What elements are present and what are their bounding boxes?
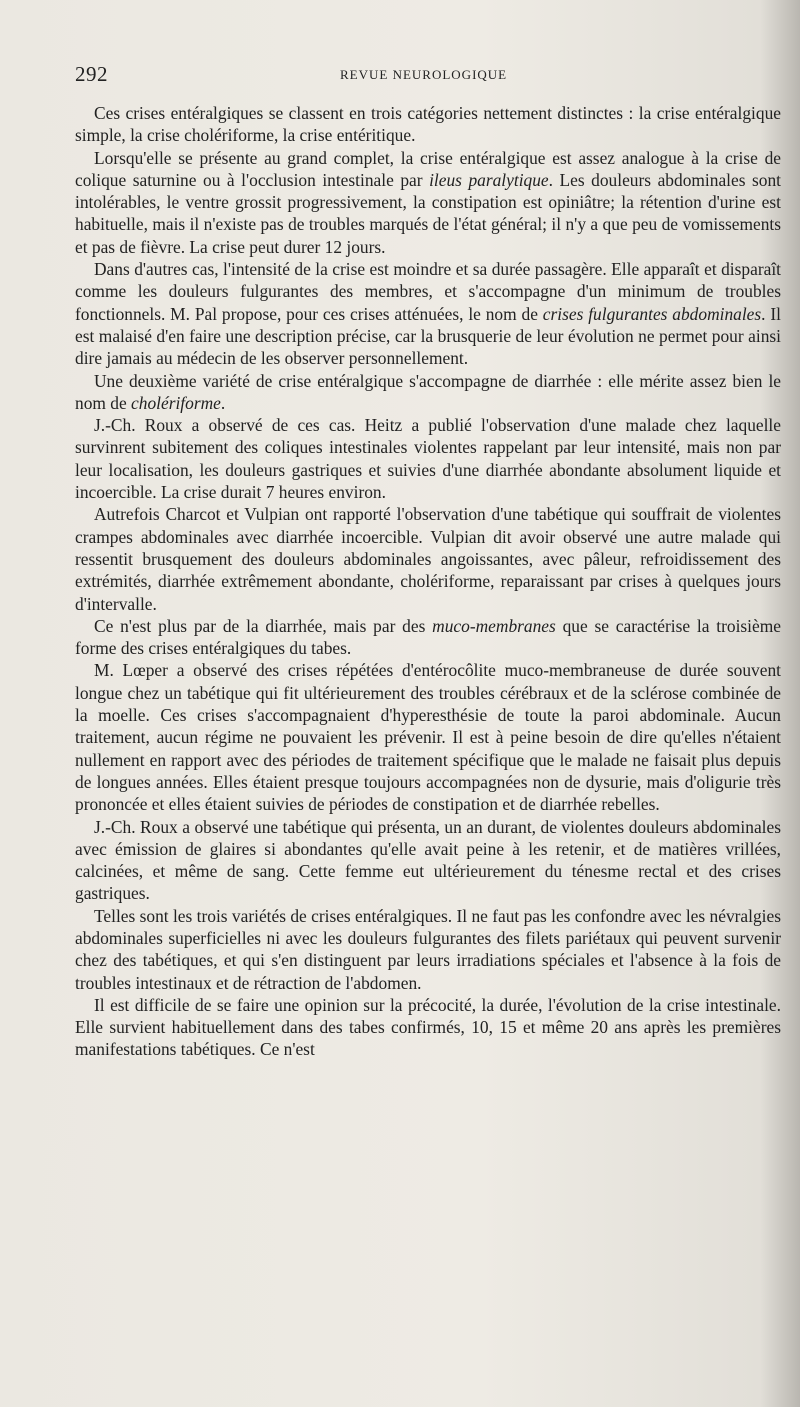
text-run: que se caractérise la troisième forme des crises entéralgiques du tabes.	[75, 615, 781, 659]
text-run: Ces crises entéralgiques se classent en trois catégories nettement distinctes : la crise entéralgique simple, la crise cholériforme, la crise entéritique.	[75, 103, 781, 146]
text-run: . Les douleurs abdominales sont intolérables, le ventre grossit progressivement, la constipation est opiniâtre; la rétention d'urine est habituelle, mais il n'existe pas de troubles marqués de l'état général; il n'y a que peu de vomissements et pas de fièvre. La crise peut durer 12 jours.	[75, 169, 782, 257]
paragraph	[75, 370, 781, 415]
paragraph	[75, 615, 781, 660]
paragraph	[75, 994, 781, 1061]
body-text	[75, 102, 781, 1061]
text-run: Dans d'autres cas, l'intensité de la crise est moindre et sa durée passagère. Elle apparaît et disparaît comme les douleurs fulgurantes des membres, et s'accompagne d'un minimum de troubles fonctionnels. M. Pal propose, pour ces crises atténuées, le nom de	[75, 259, 781, 324]
text-run: J.-Ch. Roux a observé de ces cas. Heitz a publié l'observation d'une malade chez laquelle survinrent subitement des coliques intestinales violentes rappelant par leur intensité, mais non par leur localisation, les douleurs gastriques et suivies d'une diarrhée abondante absolument liquide et incoercible. La crise durait 7 heures environ.	[75, 415, 781, 503]
paragraph	[75, 659, 781, 815]
italic-term: crises fulgurantes abdominales	[542, 303, 762, 324]
text-run: J.-Ch. Roux a observé une tabétique qui présenta, un an durant, de violentes douleurs abdominales avec émission de glaires si abondantes qu'elle avait peine à les retenir, et de matières vrillées, calcinées, et même de sang. Cette femme eut ultérieurement du ténesme rectal et des crises gastriques.	[75, 816, 781, 904]
page-number: 292	[75, 62, 108, 86]
paragraph	[75, 816, 781, 905]
text-run: Ce n'est plus par de la diarrhée, mais par des	[94, 615, 433, 636]
paragraph	[75, 258, 781, 369]
text-run: . Il est malaisé d'en faire une description précise, car la brusquerie de leur évolution ne permet pour ainsi dire jamais au médecin de les observer personnellement.	[75, 303, 781, 369]
paragraph	[75, 147, 781, 258]
text-run: Lorsqu'elle se présente au grand complet, la crise entéralgique est assez analogue à la crise de colique saturnine ou à l'occlusion intestinale par	[75, 147, 781, 190]
paragraph	[75, 905, 781, 994]
text-run: Telles sont les trois variétés de crises entéralgiques. Il ne faut pas les confondre avec les névralgies abdominales superficielles ni avec les douleurs fulgurantes des filets pariétaux qui peuvent survenir chez des tabétiques, et qui s'en distinguent par leurs irradiations spéciales et l'absence à la fois de troubles intestinaux et de rétraction de l'abdomen.	[75, 905, 781, 993]
paragraph	[75, 102, 781, 147]
page-header	[75, 62, 775, 88]
running-head: REVUE NEUROLOGIQUE	[340, 67, 508, 82]
italic-term: muco-membranes	[432, 615, 556, 636]
paragraph	[75, 414, 781, 503]
text-run: Autrefois Charcot et Vulpian ont rapporté l'observation d'une tabétique qui souffrait de violentes crampes abdominales avec diarrhée incoercible. Vulpian dit avoir observé une autre malade qui ressentit brusquement des douleurs abdominales angoissantes, avec pâleur, refroidissement des extrémités, diarrhée extrêmement abondante, cholériforme, reparaissant par crises à quelques jours d'intervalle.	[75, 504, 781, 614]
text-run: Il est difficile de se faire une opinion sur la précocité, la durée, l'évolution de la crise intestinale. Elle survient habituellement dans des tabes confirmés, 10, 15 et même 20 ans après les premières manifestations tabétiques. Ce n'est	[75, 994, 781, 1060]
italic-term: ileus paralytique	[429, 169, 549, 190]
text-run: .	[220, 392, 226, 413]
paragraph	[75, 503, 781, 614]
italic-term: cholériforme	[131, 392, 221, 413]
text-run: Une deuxième variété de crise entéralgique s'accompagne de diarrhée : elle mérite assez bien le nom de	[75, 370, 781, 413]
text-run: M. Lœper a observé des crises répétées d'entérocôlite muco-membraneuse de durée souvent longue chez un tabétique qui fit ultérieurement des troubles cérébraux et de la sclérose combinée de la moelle. Ces crises s'accompagnaient d'hyperesthésie de toute la paroi abdominale. Aucun traitement, aucun régime ne pouvaient les prévenir. Il est à peine besoin de dire qu'elles n'étaient nullement en rapport avec des périodes de traitement spécifique que le malade ne faisait plus depuis de longues années. Elles étaient presque toujours accompagnées non de dysurie, mais d'oligurie très prononcée et elles étaient suivies de périodes de constipation et de diarrhée rebelles.	[75, 660, 781, 815]
